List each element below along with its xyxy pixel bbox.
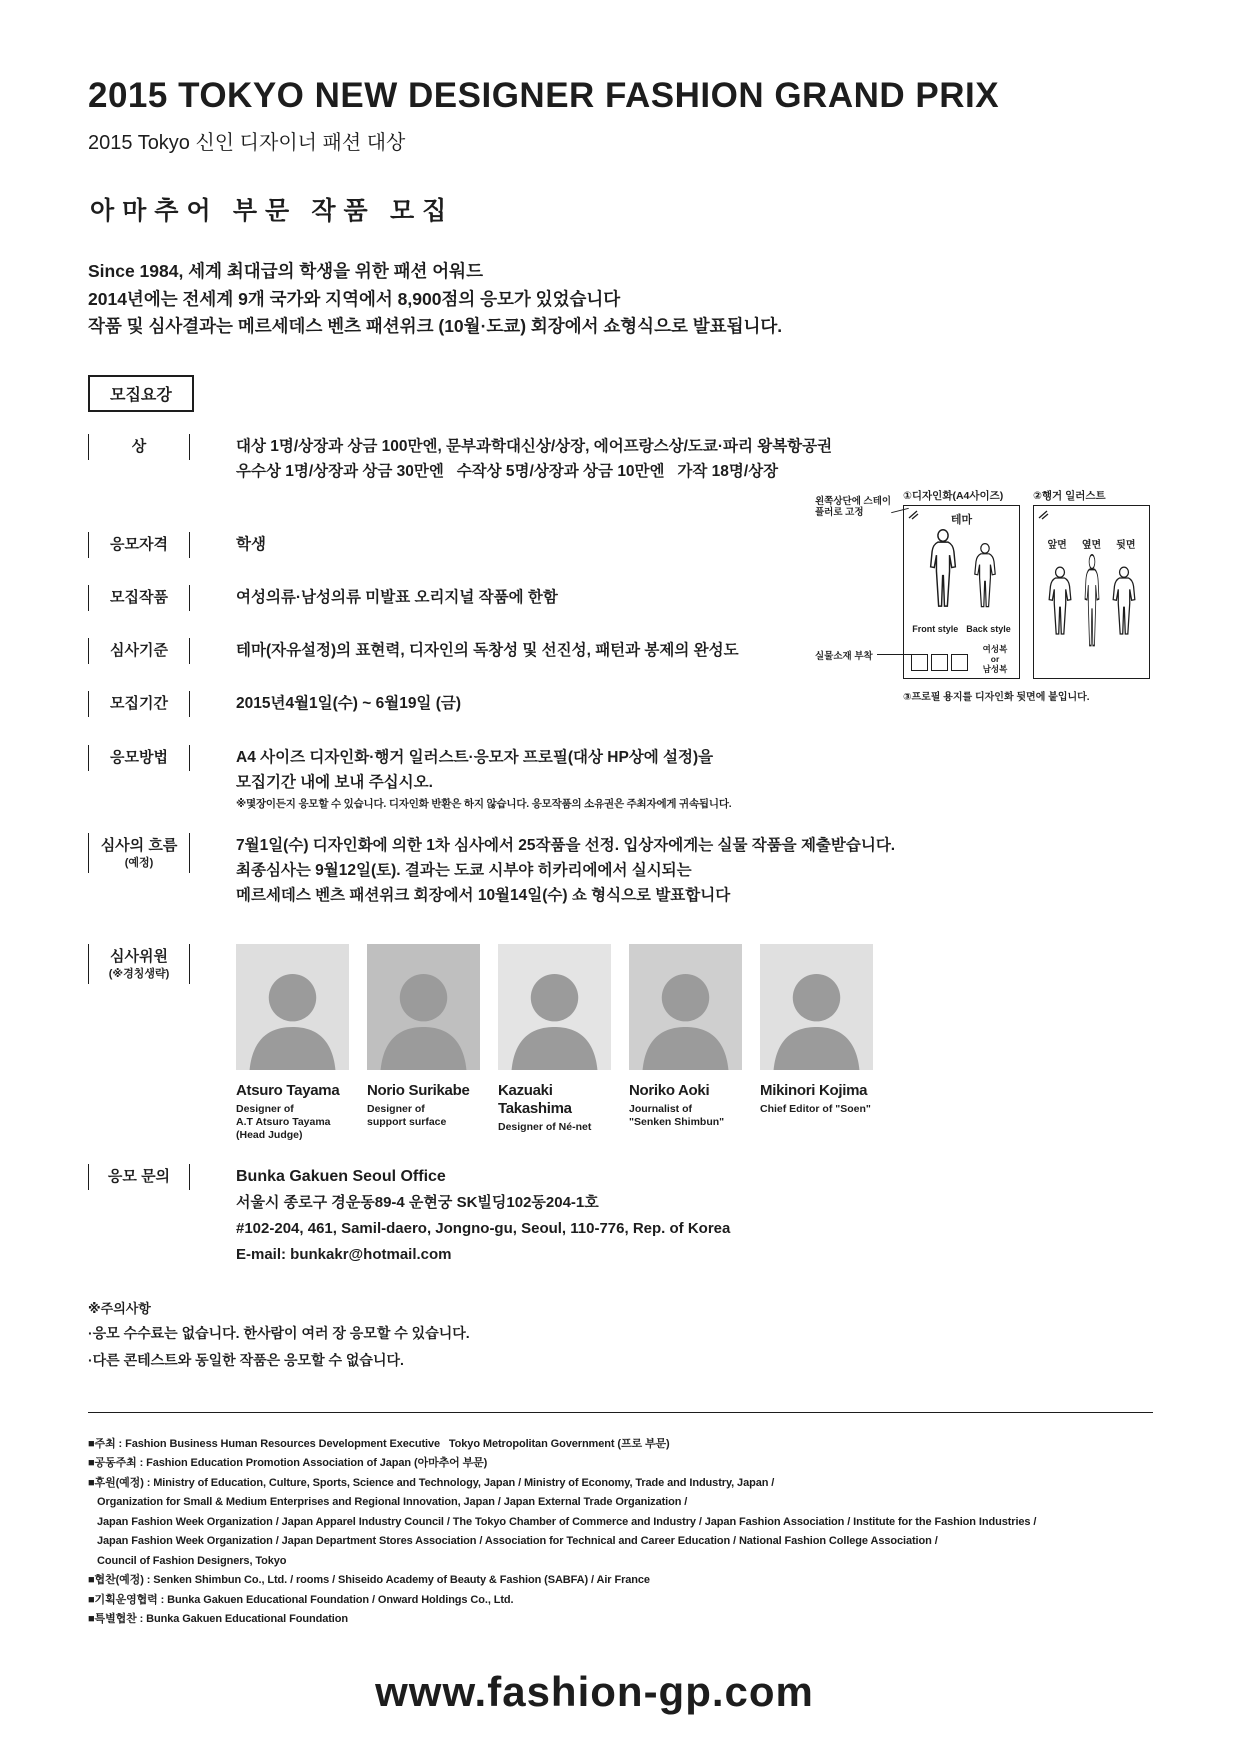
row-prizes: [88, 434, 1168, 484]
judge-portrait: [760, 944, 873, 1070]
row-entry-works-label: [88, 585, 190, 611]
design-sheet-box: [903, 505, 1020, 679]
gender-note-line: 여성복: [982, 643, 1008, 654]
row-text: 최종심사는 9월12일(토). 결과는 도쿄 시부야 히카리에에서 실시되는: [236, 861, 692, 879]
row-fine-print: ※몇장이든지 응모할 수 있습니다. 디자인화 반환은 하지 않습니다. 응모작품의 소유권은 주최자에게 귀속됩니다.: [236, 797, 732, 810]
row-eligibility-label: [88, 532, 190, 558]
credit-line: ■기획운영협력 : Bunka Gakuen Educational Foundation / Onward Holdings Co., Ltd.: [88, 1593, 514, 1606]
caution-item: ·다른 콘테스트와 동일한 작품은 응모할 수 없습니다.: [88, 1351, 404, 1368]
portrait-silhouette-icon: [236, 957, 349, 1070]
staple-mark-icon: [1037, 509, 1050, 521]
credit-line: ■후원(예정) : Ministry of Education, Culture, Sports, Science and Technology, Japan / Ministry of Economy, Trade and Industry, Japan /: [88, 1476, 775, 1489]
row-judges: [88, 944, 1241, 1142]
row-label-text: 모집기간: [110, 694, 168, 712]
row-how-to-apply-label: [88, 745, 190, 771]
judge-card: [367, 944, 480, 1142]
row-text: 2015년4월1일(수) ~ 6월19일 (금): [236, 694, 462, 712]
judge-portrait: [498, 944, 611, 1070]
judge-title-line: Designer of Né-net: [498, 1120, 592, 1133]
intro-line: Since 1984, 세계 최대급의 학생을 위한 패션 어워드: [88, 261, 483, 281]
front-figure-icon: [924, 529, 962, 609]
judge-name: Noriko Aoki: [629, 1081, 710, 1099]
intro-line: 2014년에는 전세계 9개 국가와 지역에서 8,900점의 응모가 있었습니다: [88, 288, 621, 309]
judge-portrait: [367, 944, 480, 1070]
section-heading: 아마추어 부문 작품 모집: [90, 198, 455, 225]
row-sublabel-text: (예정): [124, 856, 154, 869]
portrait-silhouette-icon: [367, 957, 480, 1070]
staple-mark-icon: [907, 509, 920, 521]
credits-section: [88, 1412, 1153, 1630]
judge-name: Mikinori Kojima: [760, 1081, 868, 1099]
judges-list: [236, 944, 873, 1142]
page-subtitle: 2015 Tokyo 신인 디자이너 패션 대상: [88, 132, 406, 154]
row-label-text: 응모자격: [110, 535, 168, 553]
row-text: 모집기간 내에 보내 주십시오.: [236, 773, 433, 791]
portrait-silhouette-icon: [629, 957, 742, 1070]
row-prizes-label: [88, 434, 190, 460]
view-side-figure-icon: [1083, 554, 1101, 649]
judge-title-line: (Head Judge): [236, 1128, 303, 1141]
cautions-heading: ※주의사항: [88, 1300, 151, 1316]
contact-address-en: #102-204, 461, Samil-daero, Jongno-gu, Seoul, 110-776, Rep. of Korea: [236, 1219, 731, 1237]
view-back-figure-icon: [1110, 554, 1138, 649]
back-figure-icon: [970, 543, 1000, 609]
theme-label: 테마: [950, 513, 973, 526]
row-label-text: 심사기준: [110, 641, 168, 659]
judge-title-line: Chief Editor of "Soen": [760, 1102, 871, 1115]
row-text: 테마(자유설정)의 표현력, 디자인의 독창성 및 선진성, 패턴과 봉제의 완성도: [236, 641, 739, 659]
credit-line: ■특별협찬 : Bunka Gakuen Educational Foundation: [88, 1613, 348, 1625]
guidelines-box-label: 모집요강: [88, 375, 194, 412]
contact-address-kr: 서울시 종로구 경운동89-4 운현궁 SK빌딩102동204-1호: [236, 1193, 599, 1211]
contact-office: Bunka Gakuen Seoul Office: [236, 1167, 446, 1185]
judge-name: Kazuaki Takashima: [498, 1081, 572, 1117]
judge-title-line: Designer of: [236, 1102, 294, 1115]
row-judging-flow: [88, 833, 1168, 908]
row-period-label: [88, 691, 190, 717]
page-title: 2015 TOKYO NEW DESIGNER FASHION GRAND PRIX: [88, 76, 1000, 115]
view-front-label: 앞면: [1047, 539, 1067, 551]
row-text: 여성의류·남성의류 미발표 오리지널 작품에 한함: [236, 588, 558, 606]
three-view-figures: [1034, 554, 1149, 649]
judge-card: [629, 944, 742, 1142]
judge-title-line: "Senken Shimbun": [629, 1115, 725, 1128]
fabric-swatch: [931, 654, 948, 671]
cautions-section: [88, 1298, 1241, 1374]
view-back-label: 뒷면: [1116, 539, 1136, 551]
row-contact: [88, 1164, 1241, 1268]
row-judging-flow-label: [88, 833, 190, 873]
view-side-label: 옆면: [1081, 539, 1102, 551]
portrait-silhouette-icon: [760, 957, 873, 1070]
row-label-text: 모집작품: [110, 588, 168, 606]
swatch-arrow-line: [877, 654, 911, 655]
contact-email: E-mail: bunkakr@hotmail.com: [236, 1245, 452, 1263]
row-how-to-apply: [88, 745, 1168, 813]
credit-line: Japan Fashion Week Organization / Japan Department Stores Association / Association for Technical and Career Education / National Fashion College Association /: [97, 1535, 938, 1547]
front-back-figures: [904, 529, 1019, 609]
judge-name: Atsuro Tayama: [236, 1081, 340, 1099]
judge-name: Norio Surikabe: [367, 1081, 470, 1099]
portrait-silhouette-icon: [498, 957, 611, 1070]
row-label-text: 상: [131, 437, 147, 455]
judge-title-line: Journalist of: [629, 1102, 693, 1115]
row-sublabel-text: (※경칭생략): [108, 967, 170, 980]
judge-card: [498, 944, 611, 1142]
row-text: A4 사이즈 디자인화·행거 일러스트·응모자 프로필(대상 HP상에 설정)을: [236, 748, 714, 766]
row-label-text: 심사위원: [110, 947, 168, 965]
profile-note: ③프로필 용지를 디자인화 뒷면에 붙입니다.: [903, 691, 1090, 703]
judge-title-line: A.T Atsuro Tayama: [236, 1115, 331, 1128]
row-label-text: 응모 문의: [107, 1167, 171, 1185]
fabric-swatch: [911, 654, 928, 671]
judge-portrait: [236, 944, 349, 1070]
intro-line: 작품 및 심사결과는 메르세데스 벤츠 패션위크 (10월·도쿄) 회장에서 쇼형식으로 발표됩니다.: [88, 316, 783, 336]
staple-note: 왼쪽상단에 스테이플러로 고정: [815, 495, 892, 518]
judge-title-line: Designer of: [367, 1102, 425, 1115]
credit-line: Council of Fashion Designers, Tokyo: [97, 1554, 287, 1567]
gender-note: [973, 644, 1017, 674]
row-criteria-label: [88, 638, 190, 664]
row-text: 학생: [236, 535, 266, 553]
hanger-illustration-label: ②행거 일러스트: [1033, 489, 1106, 502]
credit-line: ■공동주최 : Fashion Education Promotion Association of Japan (아마추어 부문): [88, 1457, 488, 1469]
row-text: 우수상 1명/상장과 상금 30만엔 수작상 5명/상장과 상금 10만엔 가작 18명/상장: [236, 462, 779, 480]
fabric-swatches: [911, 654, 968, 671]
judge-portrait: [629, 944, 742, 1070]
credit-line: ■협찬(예정) : Senken Shimbun Co., Ltd. / rooms / Shiseido Academy of Beauty & Fashion (SABFA) / Air France: [88, 1574, 650, 1586]
judge-card: [236, 944, 349, 1142]
row-label-text: 심사의 흐름: [100, 836, 178, 854]
website-url: www.fashion-gp.com: [375, 1667, 814, 1715]
row-judges-label: [88, 944, 190, 984]
judge-card: [760, 944, 873, 1142]
row-text: 7월1일(수) 디자인화에 의한 1차 심사에서 25작품을 선정. 입상자에게는 실물 작품을 제출받습니다.: [236, 836, 896, 854]
caution-item: ·응모 수수료는 없습니다. 한사람이 여러 장 응모할 수 있습니다.: [88, 1324, 470, 1341]
gender-note-line: 남성복: [982, 663, 1008, 674]
swatch-note: 실물소재 부착: [815, 650, 873, 662]
judge-title-line: support surface: [367, 1115, 447, 1128]
row-label-text: 응모방법: [110, 748, 168, 766]
intro-paragraph: [88, 258, 1241, 341]
row-contact-label: [88, 1164, 190, 1190]
guidelines-table: [88, 434, 1168, 908]
fabric-swatch: [951, 654, 968, 671]
gender-note-line: or: [990, 653, 1000, 664]
submission-diagram: [815, 490, 1165, 720]
credit-line: ■주최 : Fashion Business Human Resources Development Executive Tokyo Metropolitan Government (프로 부문): [88, 1437, 670, 1450]
hanger-illustration-box: [1033, 505, 1150, 679]
row-text: 대상 1명/상장과 상금 100만엔, 문부과학대신상/상장, 에어프랑스상/도쿄·파리 왕복항공권: [236, 437, 833, 455]
credit-line: Organization for Small & Medium Enterprises and Regional Innovation, Japan / Japan External Trade Organization /: [97, 1496, 688, 1508]
credit-line: Japan Fashion Week Organization / Japan Apparel Industry Council / The Tokyo Chamber of Commerce and Industry / Japan Fashion Association / Institute for the Fashion Industries /: [97, 1515, 1037, 1528]
view-front-figure-icon: [1046, 554, 1074, 649]
front-style-label: Front style: [912, 623, 959, 634]
design-sheet-label: ①디자인화(A4사이즈): [903, 489, 1004, 502]
row-text: 메르세데스 벤츠 패션위크 회장에서 10월14일(수) 쇼 형식으로 발표합니다: [236, 886, 731, 904]
back-style-label: Back style: [966, 623, 1011, 634]
